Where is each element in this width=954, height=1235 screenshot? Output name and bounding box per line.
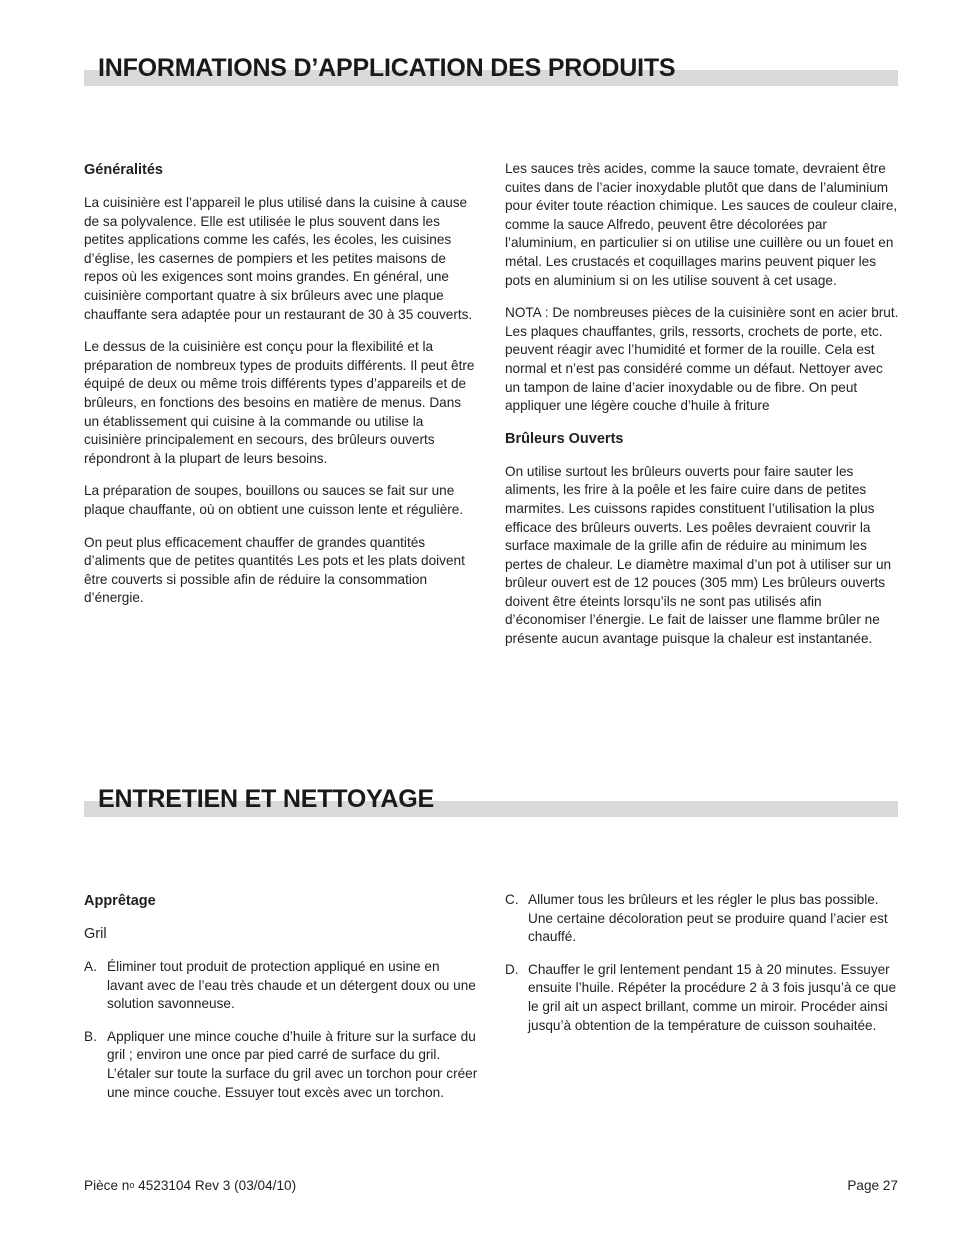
left-column-general xyxy=(84,161,478,622)
right-column-general xyxy=(505,160,899,663)
list-item xyxy=(505,961,899,1035)
heading-generalites: Généralités xyxy=(84,162,163,178)
part-superscript: o xyxy=(129,1180,135,1190)
list-item xyxy=(84,958,478,1014)
footer-part-number xyxy=(84,1177,296,1195)
part-rest: 4523104 Rev 3 (03/04/10) xyxy=(134,1178,297,1193)
heading-appretage: Apprêtage xyxy=(84,893,156,909)
paragraph: La cuisinière est l’appareil le plus utilisé dans la cuisine à cause de sa polyvalence. Elle est utilisée le plus souvent dans les petites applications comme les cafés, les écoles, les cuisines d’église, les casernes de pompiers et les petites maisons de repos où les exigences sont moins grandes. En général, une cuisinière comportant quatre à six brûleurs avec une plaque chauffante sera adaptée pour un restaurant de 30 à 35 couverts. xyxy=(84,195,473,322)
paragraph: On peut plus efficacement chauffer de grandes quantités d’aliments que de petites quantités Les pots et les plats doivent être couverts si possible afin de réduire la consommation d’énergie. xyxy=(84,534,465,606)
list-text: Chauffer le gril lentement pendant 15 à 20 minutes. Essuyer ensuite l’huile. Répéter la procédure 2 à 3 fois jusqu’à ce que le gril ait un aspect brillant, comme un miroir. Procéder ainsi jusqu’à obtention de la température de cuisson souhaitée. xyxy=(528,961,897,1033)
list-marker: A. xyxy=(84,959,97,974)
list-marker: D. xyxy=(505,961,519,977)
section-title-product-info: INFORMATIONS D’APPLICATION DES PRODUITS xyxy=(98,54,676,82)
paragraph: NOTA : De nombreuses pièces de la cuisinière sont en acier brut. Les plaques chauffantes, grils, ressorts, crochets de porte, etc. peuvent réagir avec l’humidité et former de la rouille. Cela est normal et n’est pas considéré comme un défaut. Nettoyer avec un tampon de laine d’acier inoxydable ou de fibre. On peut appliquer une légère couche d’huile à friture xyxy=(505,305,899,414)
list-marker: B. xyxy=(84,1028,97,1044)
paragraph: Le dessus de la cuisinière est conçu pour la flexibilité et la préparation de nombreux types de produits différents. Il peut être équipé de deux ou même trois différents types d’appareils et de brûleurs, en fonctions des besoins en matière de menus. Dans un établissement qui cuisine à la commande ou utilise la cuisinière principalement en secours, des brûleurs ouverts répondront à la plupart de leurs besoins. xyxy=(84,339,475,466)
list-text: Éliminer tout produit de protection appliqué en usine en lavant avec de l’eau très chaude et un détergent doux ou une solution savonneuse. xyxy=(107,959,476,1012)
right-column-maintenance xyxy=(505,891,899,1049)
list-item xyxy=(505,891,899,947)
list-text: Allumer tous les brûleurs et les régler le plus bas possible. Une certaine décoloration peut se produire quand l’acier est chauffé. xyxy=(528,892,888,945)
section-title-maintenance: ENTRETIEN ET NETTOYAGE xyxy=(98,785,434,813)
left-column-maintenance xyxy=(84,892,478,1116)
paragraph: On utilise surtout les brûleurs ouverts pour faire sauter les aliments, les frire à la poêle et les faire cuire dans de petites marmites. Les cuissons rapides constituent l’utilisation la plus efficace des brûleurs ouverts. Les poêles devraient couvrir la surface maximale de la grille afin de réduire au minimum les pertes de chaleur. Le diamètre maximal d’un pot à utiliser sur un brûleur ouvert est de 12 pouces (305 mm) Les brûleurs ouverts doivent être éteints lorsqu’ils ne sont pas utilisés afin d’économiser l’énergie. Le fait de laisser une flamme brûler ne présente aucun avantage puisque la chaleur est instantanée. xyxy=(505,463,892,647)
paragraph: Les sauces très acides, comme la sauce tomate, devraient être cuites dans de l’acier inoxydable plutôt que dans de l’aluminium pour éviter toute réaction chimique. Les sauces de couleur claire, comme la sauce Alfredo, peuvent être décolorées par l’aluminium, en particulier si on utilise une cuillère ou un fouet en métal. Les crustacés et coquillages marins peuvent piquer les pots en aluminium si on les utilise souvent à cet usage. xyxy=(505,161,898,288)
footer-page-number: Page 27 xyxy=(847,1178,898,1193)
list-item xyxy=(84,1028,478,1102)
part-prefix: Pièce n xyxy=(84,1178,130,1193)
heading-bruleurs-ouverts: Brûleurs Ouverts xyxy=(505,430,624,447)
list-text: Appliquer une mince couche d’huile à friture sur la surface du gril ; environ une once par pied carré de surface du gril. L’étaler sur toute la surface du gril avec un torchon pour créer une mince couche. Essuyer tout excès avec un torchon. xyxy=(107,1028,478,1100)
list-marker: C. xyxy=(505,892,519,907)
subheading-gril: Gril xyxy=(84,926,107,942)
paragraph: La préparation de soupes, bouillons ou sauces se fait sur une plaque chauffante, où on obtient une cuisson lente et régulière. xyxy=(84,483,464,517)
